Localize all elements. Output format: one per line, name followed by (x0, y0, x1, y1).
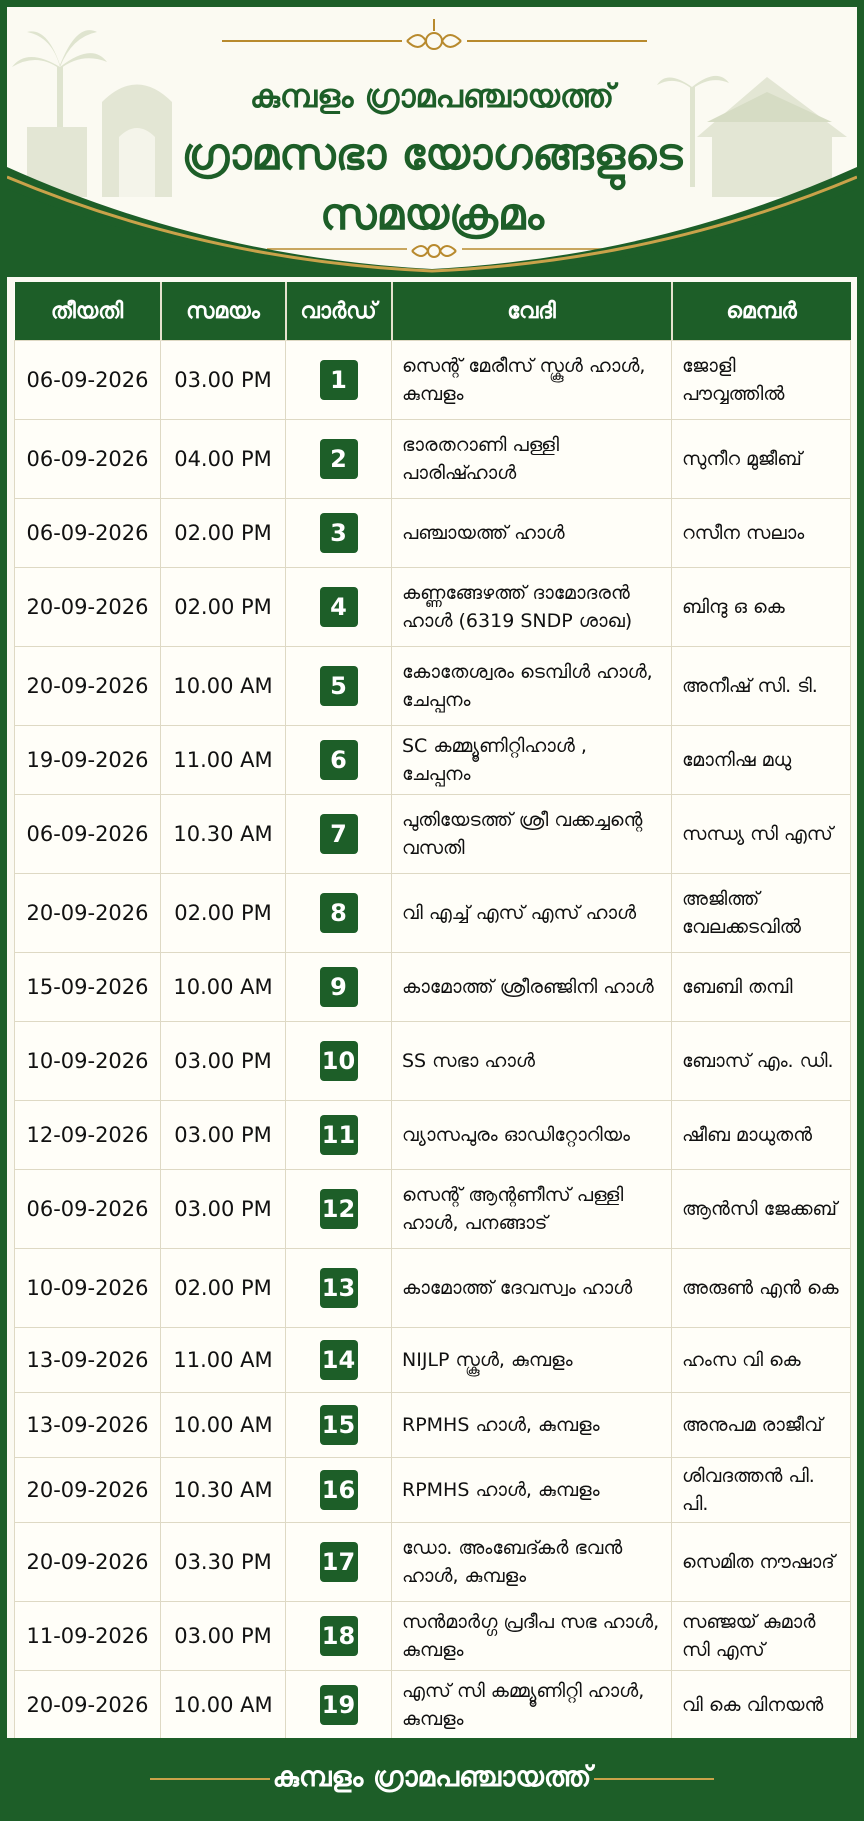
time-cell: 03.00 PM (161, 341, 286, 420)
table-row (15, 1101, 851, 1170)
time-cell: 10.30 AM (161, 1458, 286, 1523)
member-cell: സെമിത നൗഷാദ് (672, 1523, 851, 1602)
time-cell: 02.00 PM (161, 1249, 286, 1328)
ward-cell (286, 953, 392, 1022)
venue-cell: SS സഭാ ഹാൾ (392, 1022, 672, 1101)
date-cell: 20-09-2026 (15, 647, 161, 726)
page-title: ഗ്രാമസഭാ യോഗങ്ങളുടെ (181, 129, 683, 180)
member-cell: ഹംസ വി കെ (672, 1328, 851, 1393)
time-cell: 04.00 PM (161, 420, 286, 499)
time-cell: 03.00 PM (161, 1170, 286, 1249)
venue-cell: RPMHS ഹാൾ, കുമ്പളം (392, 1458, 672, 1523)
time-cell: 11.00 AM (161, 1328, 286, 1393)
member-cell: അനുപമ രാജീവ് (672, 1393, 851, 1458)
ward-cell (286, 1022, 392, 1101)
ward-cell (286, 647, 392, 726)
ward-cell (286, 420, 392, 499)
member-cell: റസീന സലാം (672, 499, 851, 568)
schedule-table (14, 282, 851, 1740)
date-cell: 20-09-2026 (15, 1671, 161, 1740)
member-cell: സന്ധ്യ സി എസ് (672, 795, 851, 874)
time-cell: 03.00 PM (161, 1101, 286, 1170)
date-cell: 11-09-2026 (15, 1602, 161, 1671)
ward-cell (286, 726, 392, 795)
time-cell: 10.00 AM (161, 647, 286, 726)
ward-cell (286, 1328, 392, 1393)
time-cell: 02.00 PM (161, 874, 286, 953)
venue-cell: വി എച്ച് എസ് എസ് ഹാൾ (392, 874, 672, 953)
ward-cell (286, 1671, 392, 1740)
member-cell: അനീഷ് സി. ടി. (672, 647, 851, 726)
time-cell: 10.00 AM (161, 1393, 286, 1458)
date-cell: 20-09-2026 (15, 1523, 161, 1602)
table-row (15, 795, 851, 874)
member-cell: ശിവദത്തൻ പി. പി. (672, 1458, 851, 1523)
ward-number-badge: 3 (320, 513, 358, 553)
venue-cell: വ്യാസപുരം ഓഡിറ്റോറിയം (392, 1101, 672, 1170)
table-row (15, 1523, 851, 1602)
ward-number-badge: 18 (320, 1616, 358, 1656)
table-row (15, 1671, 851, 1740)
column-header-date: തീയതി (15, 282, 161, 341)
ward-cell (286, 1393, 392, 1458)
member-cell: മോനിഷ മധു (672, 726, 851, 795)
member-cell: സുനീറ മുജീബ് (672, 420, 851, 499)
date-cell: 06-09-2026 (15, 1170, 161, 1249)
member-cell: ബോസ് എം. ഡി. (672, 1022, 851, 1101)
ward-cell (286, 1101, 392, 1170)
ward-cell (286, 499, 392, 568)
venue-cell: SC കമ്മ്യൂണിറ്റിഹാൾ , ചേപ്പനം (392, 726, 672, 795)
ward-number-badge: 10 (320, 1041, 358, 1081)
date-cell: 10-09-2026 (15, 1249, 161, 1328)
date-cell: 20-09-2026 (15, 568, 161, 647)
venue-cell: കാമോത്ത് ദേവസ്വം ഹാൾ (392, 1249, 672, 1328)
venue-cell: ഭാരതറാണി പള്ളി പാരിഷ്ഹാൾ (392, 420, 672, 499)
ward-number-badge: 15 (320, 1405, 358, 1445)
date-cell: 06-09-2026 (15, 795, 161, 874)
table-row (15, 1170, 851, 1249)
ward-cell (286, 1170, 392, 1249)
ward-number-badge: 8 (320, 893, 358, 933)
table-row (15, 499, 851, 568)
table-row (15, 1249, 851, 1328)
member-cell: ബേബി തമ്പി (672, 953, 851, 1022)
table-row (15, 420, 851, 499)
member-cell: ജോളി പൗവ്വത്തിൽ (672, 341, 851, 420)
venue-cell: RPMHS ഹാൾ, കുമ്പളം (392, 1393, 672, 1458)
ward-number-badge: 5 (320, 666, 358, 706)
table-row (15, 1458, 851, 1523)
date-cell: 12-09-2026 (15, 1101, 161, 1170)
table-row (15, 647, 851, 726)
time-cell: 10.00 AM (161, 953, 286, 1022)
ward-number-badge: 9 (320, 967, 358, 1007)
ornament-bottom-icon (412, 245, 456, 257)
ward-number-badge: 19 (320, 1685, 358, 1725)
page-subtitle: സമയക്രമം (320, 189, 544, 240)
date-cell: 13-09-2026 (15, 1328, 161, 1393)
date-cell: 19-09-2026 (15, 726, 161, 795)
ward-cell (286, 874, 392, 953)
time-cell: 10.00 AM (161, 1671, 286, 1740)
date-cell: 06-09-2026 (15, 420, 161, 499)
date-cell: 20-09-2026 (15, 1458, 161, 1523)
ward-number-badge: 16 (320, 1470, 358, 1510)
venue-cell: സെന്റ് മേരീസ് സ്കൂൾ ഹാൾ, കുമ്പളം (392, 341, 672, 420)
date-cell: 06-09-2026 (15, 499, 161, 568)
ward-number-badge: 6 (320, 740, 358, 780)
table-row (15, 726, 851, 795)
ward-number-badge: 7 (320, 814, 358, 854)
ward-number-badge: 14 (320, 1340, 358, 1380)
venue-cell: കാമോത്ത് ശ്രീരഞ്ജിനി ഹാൾ (392, 953, 672, 1022)
column-header-venue: വേദി (392, 282, 672, 341)
time-cell: 03.00 PM (161, 1602, 286, 1671)
venue-cell: പഞ്ചായത്ത് ഹാൾ (392, 499, 672, 568)
column-header-time: സമയം (161, 282, 286, 341)
time-cell: 02.00 PM (161, 499, 286, 568)
table-row (15, 341, 851, 420)
ward-number-badge: 1 (320, 360, 358, 400)
ward-cell (286, 1523, 392, 1602)
ward-number-badge: 17 (320, 1542, 358, 1582)
time-cell: 03.30 PM (161, 1523, 286, 1602)
member-cell: ബിന്ദു ഒ കെ (672, 568, 851, 647)
ward-cell (286, 1602, 392, 1671)
venue-cell: എസ് സി കമ്മ്യൂണിറ്റി ഹാൾ, കുമ്പളം (392, 1671, 672, 1740)
venue-cell: കോതേശ്വരം ടെമ്പിൾ ഹാൾ, ചേപ്പനം (392, 647, 672, 726)
column-header-member: മെമ്പർ (672, 282, 851, 341)
table-row (15, 953, 851, 1022)
footer-title: കുമ്പളം ഗ്രാമപഞ്ചായത്ത് (272, 1760, 592, 1793)
venue-cell: പുതിയേടത്ത് ശ്രീ വക്കച്ചന്റെ വസതി (392, 795, 672, 874)
ward-cell (286, 568, 392, 647)
table-row (15, 874, 851, 953)
date-cell: 15-09-2026 (15, 953, 161, 1022)
ward-number-badge: 13 (320, 1268, 358, 1308)
ward-cell (286, 795, 392, 874)
member-cell: വി കെ വിനയൻ (672, 1671, 851, 1740)
date-cell: 06-09-2026 (15, 341, 161, 420)
ward-number-badge: 2 (320, 439, 358, 479)
column-header-ward: വാർഡ് (286, 282, 392, 341)
time-cell: 02.00 PM (161, 568, 286, 647)
table-row (15, 1022, 851, 1101)
venue-cell: കണ്ണങ്ങേഴത്ത് ദാമോദരൻ ഹാൾ (6319 SNDP ശാഖ) (392, 568, 672, 647)
venue-cell: ഡോ. അംബേദ്കർ ഭവൻ ഹാൾ, കുമ്പളം (392, 1523, 672, 1602)
date-cell: 20-09-2026 (15, 874, 161, 953)
venue-cell: NIJLP സ്കൂൾ, കുമ്പളം (392, 1328, 672, 1393)
member-cell: അജിത്ത് വേലക്കടവിൽ (672, 874, 851, 953)
time-cell: 11.00 AM (161, 726, 286, 795)
table-row (15, 1328, 851, 1393)
table-header-row (15, 282, 851, 341)
header-banner (7, 7, 857, 277)
ward-number-badge: 4 (320, 587, 358, 627)
ornament-top-icon (407, 19, 461, 49)
member-cell: ഷീബ മാധുതൻ (672, 1101, 851, 1170)
member-cell: സഞ്ജയ് കുമാർ സി എസ് (672, 1602, 851, 1671)
time-cell: 10.30 AM (161, 795, 286, 874)
ward-cell (286, 341, 392, 420)
time-cell: 03.00 PM (161, 1022, 286, 1101)
panchayat-name: കുമ്പളം ഗ്രാമപഞ്ചായത്ത് (249, 77, 615, 115)
member-cell: ആൻസി ജേക്കബ് (672, 1170, 851, 1249)
ward-cell (286, 1458, 392, 1523)
table-row (15, 1602, 851, 1671)
ward-cell (286, 1249, 392, 1328)
ward-number-badge: 12 (320, 1189, 358, 1229)
footer-banner (0, 1738, 864, 1821)
date-cell: 13-09-2026 (15, 1393, 161, 1458)
member-cell: അരുൺ എൻ കെ (672, 1249, 851, 1328)
table-row (15, 568, 851, 647)
ward-number-badge: 11 (320, 1115, 358, 1155)
table-row (15, 1393, 851, 1458)
venue-cell: സെന്റ് ആന്റണീസ് പള്ളി ഹാൾ, പനങ്ങാട് (392, 1170, 672, 1249)
date-cell: 10-09-2026 (15, 1022, 161, 1101)
venue-cell: സൻമാർഗ്ഗ പ്രദീപ സഭ ഹാൾ, കുമ്പളം (392, 1602, 672, 1671)
